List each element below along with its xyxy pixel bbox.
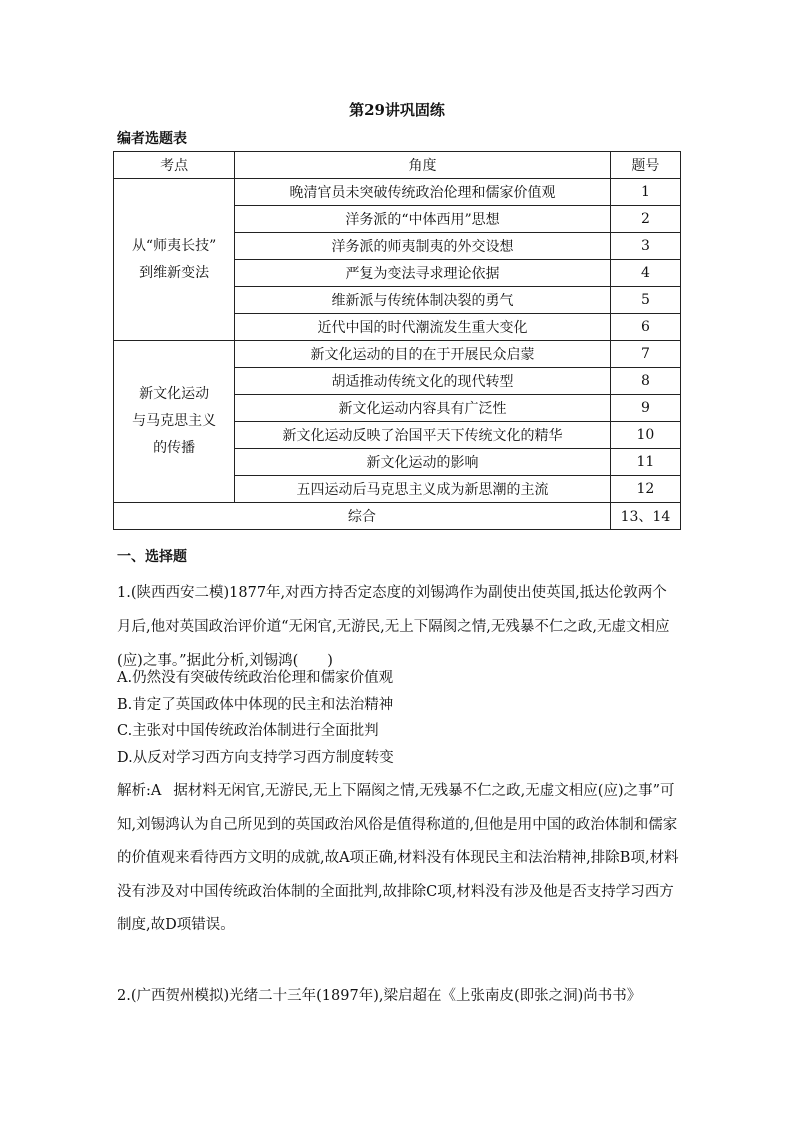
number-cell: 9 xyxy=(610,395,680,422)
angle-cell: 新文化运动的目的在于开展民众启蒙 xyxy=(235,341,611,368)
angle-cell: 近代中国的时代潮流发生重大变化 xyxy=(235,314,611,341)
summary-numbers: 13、14 xyxy=(610,503,680,530)
topic-cell-group1 xyxy=(114,179,235,341)
topic-line: 新文化运动 xyxy=(139,386,210,402)
section-heading: 一、选择题 xyxy=(117,549,187,565)
option-d: D.从反对学习西方向支持学习西方制度转变 xyxy=(117,750,394,766)
question-2-stem: 2.(广西贺州模拟)光绪二十三年(1897年),梁启超在《上张南皮(即张之洞)尚书书》 xyxy=(117,988,642,1004)
table-row xyxy=(114,179,681,206)
answer-label: 解析:A xyxy=(117,783,162,799)
header-angle: 角度 xyxy=(235,152,611,179)
topic-cell-group2 xyxy=(114,341,235,503)
header-topic: 考点 xyxy=(114,152,235,179)
topic-selection-table xyxy=(113,151,681,530)
header-number: 题号 xyxy=(610,152,680,179)
number-cell: 12 xyxy=(610,476,680,503)
number-cell: 5 xyxy=(610,287,680,314)
number-cell: 10 xyxy=(610,422,680,449)
angle-cell: 严复为变法寻求理论依据 xyxy=(235,260,611,287)
answer-explanation xyxy=(117,775,680,943)
table-summary-row xyxy=(114,503,681,530)
angle-cell: 胡适推动传统文化的现代转型 xyxy=(235,368,611,395)
number-cell: 11 xyxy=(610,449,680,476)
table-header-row xyxy=(114,152,681,179)
angle-cell: 五四运动后马克思主义成为新思潮的主流 xyxy=(235,476,611,503)
number-cell: 2 xyxy=(610,206,680,233)
angle-cell: 新文化运动的影响 xyxy=(235,449,611,476)
number-cell: 8 xyxy=(610,368,680,395)
option-c: C.主张对中国传统政治体制进行全面批判 xyxy=(117,723,379,739)
page-title: 第29讲巩固练 xyxy=(349,101,445,119)
topic-line: 从“师夷长技” xyxy=(131,237,217,254)
topic-line: 的传播 xyxy=(153,440,196,456)
number-cell: 6 xyxy=(610,314,680,341)
number-cell: 3 xyxy=(610,233,680,260)
number-cell: 1 xyxy=(610,179,680,206)
number-cell: 4 xyxy=(610,260,680,287)
option-a: A.仍然没有突破传统政治伦理和儒家价值观 xyxy=(117,670,394,686)
table-caption: 编者选题表 xyxy=(117,131,187,147)
option-b: B.肯定了英国政体中体现的民主和法治精神 xyxy=(117,697,394,713)
angle-cell: 洋务派的师夷制夷的外交设想 xyxy=(235,233,611,260)
summary-label: 综合 xyxy=(114,503,611,530)
angle-cell: 洋务派的“中体西用”思想 xyxy=(235,206,611,233)
answer-text: 据材料无闲官,无游民,无上下隔阂之情,无残暴不仁之政,无虚文相应(应)之事”可知,刘锡鸿认为自己所见到的英国政治风俗是值得称道的,但他是用中国的政治体制和儒家的价值观来看待西方文明的成就,故A项正确,材料没有体现民主和法治精神,排除B项,材料没有涉及对中国传统政治体制的全面批判,故排除C项,材料没有涉及他是否支持学习西方制度,故D项错误。 xyxy=(117,783,679,933)
topic-line: 与马克思主义 xyxy=(132,413,217,429)
number-cell: 7 xyxy=(610,341,680,368)
angle-cell: 晚清官员未突破传统政治伦理和儒家价值观 xyxy=(235,179,611,206)
topic-line: 到维新变法 xyxy=(139,264,210,281)
table-row xyxy=(114,341,681,368)
angle-cell: 新文化运动内容具有广泛性 xyxy=(235,395,611,422)
angle-cell: 维新派与传统体制决裂的勇气 xyxy=(235,287,611,314)
question-1-stem: 1.(陕西西安二模)1877年,对西方持否定态度的刘锡鸿作为副使出使英国,抵达伦敦两个月后,他对英国政治评价道“无闲官,无游民,无上下隔阂之情,无残暴不仁之政,无虚文相应(应)之事。”据此分析,刘锡鸿( ) xyxy=(117,585,670,669)
angle-cell: 新文化运动反映了治国平天下传统文化的精华 xyxy=(235,422,611,449)
